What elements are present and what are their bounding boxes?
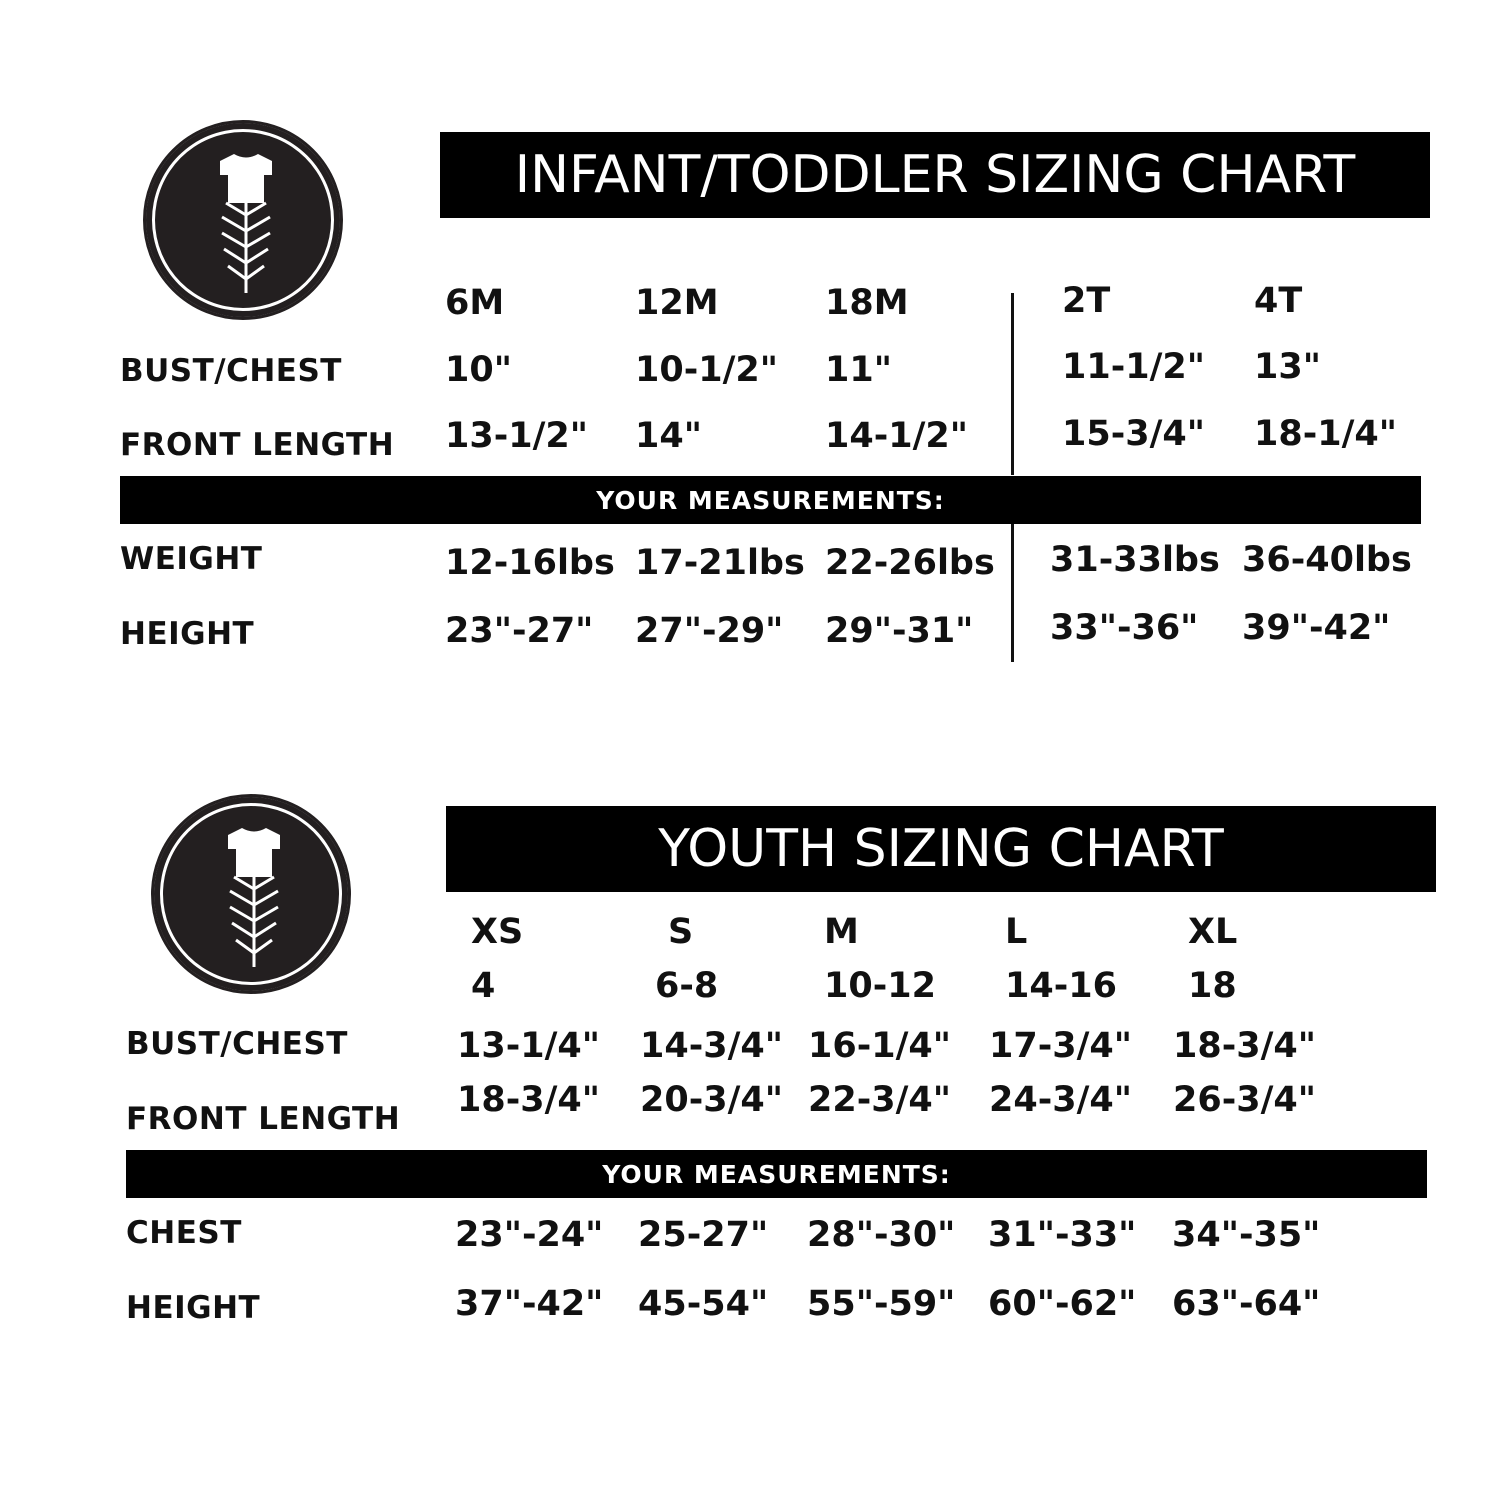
infant-title-bar bbox=[440, 132, 1430, 218]
infant-meas-cell: 27"-29" bbox=[635, 611, 784, 651]
infant-cell: 14-1/2" bbox=[825, 416, 968, 456]
youth-cell: 22-3/4" bbox=[808, 1080, 951, 1120]
youth-meas-cell: 45-54" bbox=[638, 1284, 769, 1324]
youth-title: YOUTH SIZING CHART bbox=[658, 819, 1224, 879]
youth-title-bar bbox=[446, 806, 1436, 892]
youth-age-header: 18 bbox=[1188, 966, 1237, 1006]
youth-age-header: 14-16 bbox=[1005, 966, 1117, 1006]
youth-cell: 26-3/4" bbox=[1173, 1080, 1316, 1120]
infant-meas-cell: 36-40lbs bbox=[1242, 540, 1412, 580]
infant-meas-cell: 12-16lbs bbox=[445, 543, 615, 583]
infant-cell: 14" bbox=[635, 416, 702, 456]
youth-meas-cell: 63"-64" bbox=[1172, 1284, 1321, 1324]
infant-cell: 11" bbox=[825, 350, 892, 390]
infant-title: INFANT/TODDLER SIZING CHART bbox=[514, 145, 1356, 205]
infant-measurements-label: YOUR MEASUREMENTS: bbox=[596, 485, 945, 515]
infant-cell: 11-1/2" bbox=[1062, 347, 1205, 387]
infant-size-header: 2T bbox=[1062, 281, 1111, 321]
infant-cell: 18-1/4" bbox=[1254, 414, 1397, 454]
infant-size-header: 12M bbox=[635, 283, 719, 323]
infant-cell: 10-1/2" bbox=[635, 350, 778, 390]
infant-cell: 13" bbox=[1254, 347, 1321, 387]
infant-meas-cell: 23"-27" bbox=[445, 611, 594, 651]
youth-size-header: M bbox=[824, 912, 859, 952]
youth-cell: 24-3/4" bbox=[989, 1080, 1132, 1120]
infant-divider-upper bbox=[1011, 293, 1014, 475]
infant-meas-cell: 31-33lbs bbox=[1050, 540, 1220, 580]
infant-cell: 13-1/2" bbox=[445, 416, 588, 456]
infant-size-header: 6M bbox=[445, 283, 505, 323]
youth-meas-cell: 31"-33" bbox=[988, 1215, 1137, 1255]
infant-size-header: 4T bbox=[1254, 281, 1303, 321]
youth-cell: 14-3/4" bbox=[640, 1026, 783, 1066]
infant-meas-cell: 39"-42" bbox=[1242, 608, 1391, 648]
youth-age-header: 6-8 bbox=[655, 966, 719, 1006]
youth-cell: 13-1/4" bbox=[457, 1026, 600, 1066]
youth-size-header: XL bbox=[1188, 912, 1238, 952]
youth-age-header: 4 bbox=[471, 966, 496, 1006]
youth-row-label: BUST/CHEST bbox=[126, 1026, 348, 1062]
youth-meas-label: HEIGHT bbox=[126, 1290, 261, 1326]
youth-age-header: 10-12 bbox=[824, 966, 936, 1006]
youth-cell: 20-3/4" bbox=[640, 1080, 783, 1120]
youth-meas-cell: 25-27" bbox=[638, 1215, 769, 1255]
youth-meas-cell: 28"-30" bbox=[807, 1215, 956, 1255]
youth-measurements-label: YOUR MEASUREMENTS: bbox=[602, 1159, 951, 1189]
infant-meas-cell: 29"-31" bbox=[825, 611, 974, 651]
infant-meas-cell: 22-26lbs bbox=[825, 543, 995, 583]
infant-divider-lower bbox=[1011, 524, 1014, 662]
infant-cell: 15-3/4" bbox=[1062, 414, 1205, 454]
youth-meas-cell: 60"-62" bbox=[988, 1284, 1137, 1324]
infant-meas-cell: 33"-36" bbox=[1050, 608, 1199, 648]
youth-size-header: S bbox=[668, 912, 694, 952]
infant-measurements-bar bbox=[120, 476, 1421, 524]
youth-cell: 18-3/4" bbox=[457, 1080, 600, 1120]
youth-meas-cell: 55"-59" bbox=[807, 1284, 956, 1324]
infant-row-label: FRONT LENGTH bbox=[120, 427, 395, 463]
infant-cell: 10" bbox=[445, 350, 512, 390]
tshirt-wheat-logo-icon bbox=[151, 794, 351, 994]
youth-size-header: XS bbox=[471, 912, 524, 952]
youth-meas-cell: 34"-35" bbox=[1172, 1215, 1321, 1255]
infant-meas-label: HEIGHT bbox=[120, 616, 255, 652]
youth-cell: 17-3/4" bbox=[989, 1026, 1132, 1066]
infant-row-label: BUST/CHEST bbox=[120, 353, 342, 389]
youth-cell: 16-1/4" bbox=[808, 1026, 951, 1066]
youth-size-header: L bbox=[1005, 912, 1028, 952]
youth-meas-cell: 23"-24" bbox=[455, 1215, 604, 1255]
youth-cell: 18-3/4" bbox=[1173, 1026, 1316, 1066]
infant-meas-label: WEIGHT bbox=[120, 541, 263, 577]
youth-measurements-bar bbox=[126, 1150, 1427, 1198]
tshirt-wheat-logo-icon bbox=[143, 120, 343, 320]
infant-meas-cell: 17-21lbs bbox=[635, 543, 805, 583]
youth-row-label: FRONT LENGTH bbox=[126, 1101, 401, 1137]
youth-meas-cell: 37"-42" bbox=[455, 1284, 604, 1324]
infant-size-header: 18M bbox=[825, 283, 909, 323]
youth-meas-label: CHEST bbox=[126, 1215, 242, 1251]
